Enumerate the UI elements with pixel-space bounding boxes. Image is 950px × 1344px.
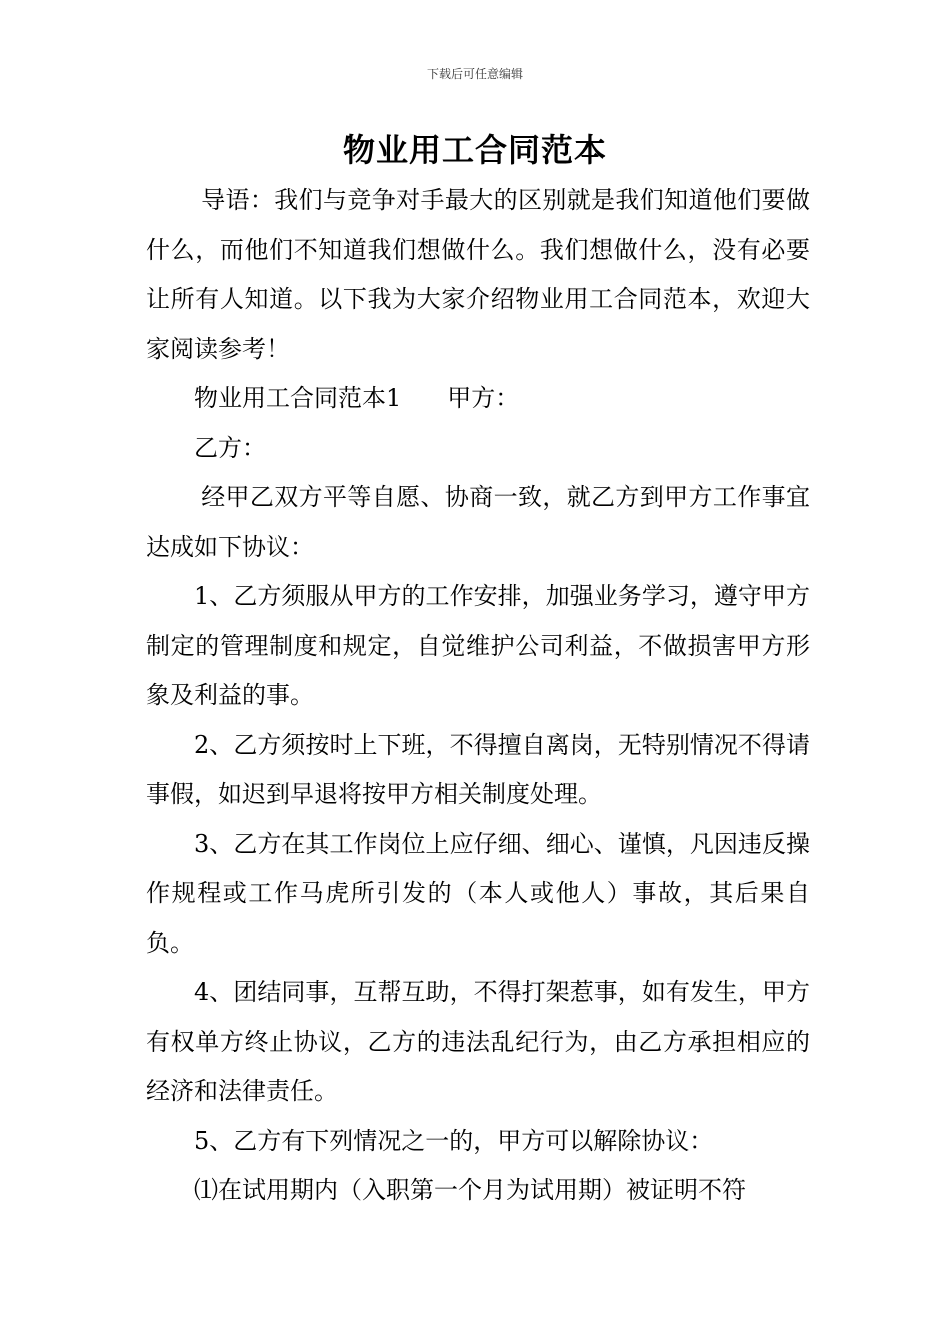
party-a-label: 甲方：: [447, 384, 520, 412]
document-title: 物业用工合同范本: [342, 131, 607, 169]
intro-paragraph: 导语：我们与竞争对手最大的区别就是我们知道他们要做什么，而他们不知道我们想做什么。我们想做什么，没有必要让所有人知道。以下我为大家介绍物业用工合同范本，欢迎大家阅读参考！: [146, 186, 810, 363]
contract-heading-row: [146, 374, 810, 424]
header-note: 下载后可任意编辑: [426, 67, 523, 81]
clause-1: 1、乙方须服从甲方的工作安排，加强业务学习，遵守甲方制定的管理制度和规定，自觉维护公司利益，不做损害甲方形象及利益的事。: [146, 582, 810, 709]
document-body: [146, 176, 810, 1216]
clause-2: 2、乙方须按时上下班，不得擅自离岗，无特别情况不得请事假，如迟到早退将按甲方相关制度处理。: [146, 730, 810, 808]
clause-5: 5、乙方有下列情况之一的，甲方可以解除协议：: [194, 1126, 714, 1155]
clause-5-item-1: ⑴在试用期内（入职第一个月为试用期）被证明不符: [194, 1176, 746, 1204]
clause-3: 3、乙方在其工作岗位上应仔细、细心、谨慎，凡因违反操作规程或工作马虎所引发的（本人或他人）事故，其后果自负。: [146, 829, 810, 957]
contract-heading: 物业用工合同范本1: [194, 384, 402, 412]
clause-4: 4、团结同事，互帮互助，不得打架惹事，如有发生，甲方有权单方终止协议，乙方的违法乱纪行为，由乙方承担相应的经济和法律责任。: [146, 978, 810, 1105]
party-b-label: 乙方：: [194, 433, 266, 462]
preamble-paragraph: 经甲乙双方平等自愿、协商一致，就乙方到甲方工作事宜达成如下协议：: [146, 483, 810, 561]
